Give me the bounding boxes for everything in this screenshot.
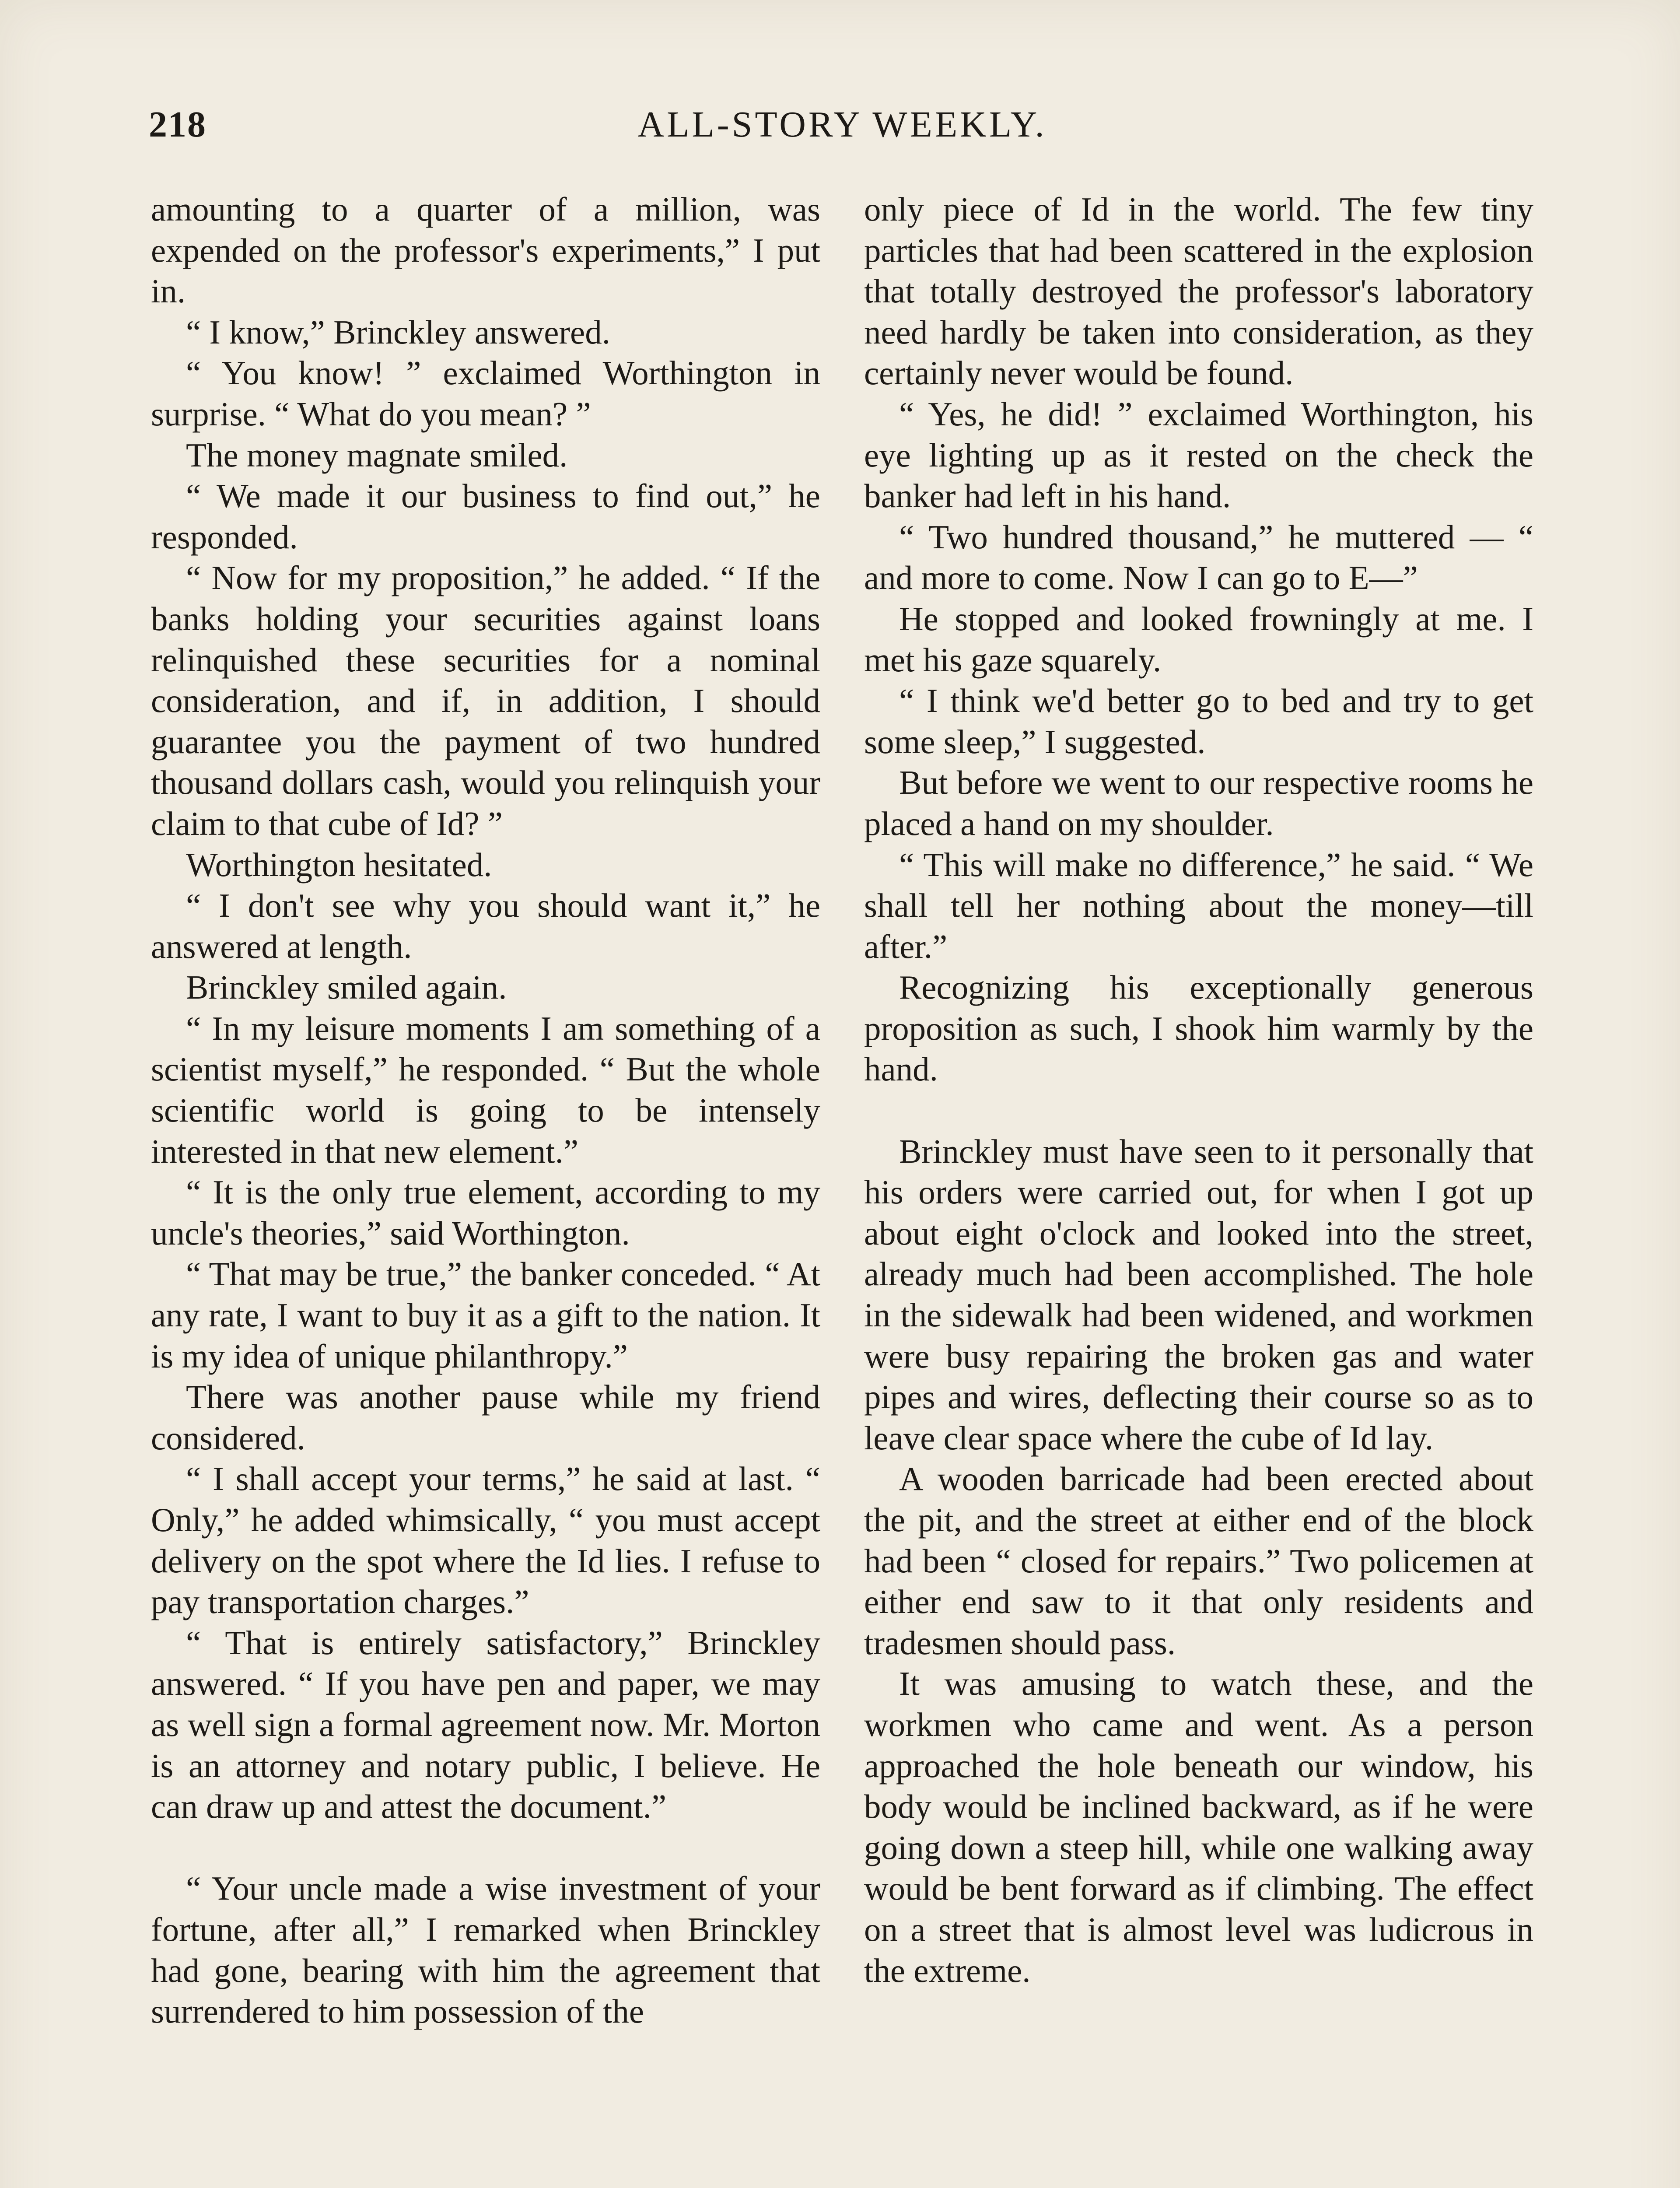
paragraph: “ Now for my proposition,” he added. “ If the banks holding your securities against loans relinquished these securities for a nominal consideration, and if, in addition, I should guarantee you the payment of two hundred thousand dollars cash, would you relinquish your claim to that cube of Id? ” [151,559,820,842]
paragraph: “ We made it our business to find out,” he responded. [151,477,820,556]
paragraph: only piece of Id in the world. The few tiny particles that had been scattered in the explosion that totally destroyed the professor's laboratory need hardly be taken into consideration, as they certainly never would be found. [864,190,1533,392]
paragraph: He stopped and looked frowningly at me. I met his gaze squarely. [864,600,1533,679]
left-text-column [151,189,820,2032]
paragraph: “ I don't see why you should want it,” he answered at length. [151,887,820,965]
paragraph: But before we went to our respective rooms he placed a hand on my shoulder. [864,764,1533,842]
paragraph: It was amusing to watch these, and the workmen who came and went. As a person approached the hole beneath our window, his body would be inclined backward, as if he were going down a steep hill, while one walking away would be bent forward as if climbing. The effect on a street that is almost level was ludicrous in the extreme. [864,1665,1533,1989]
paragraph: Brinckley must have seen to it personally that his orders were carried out, for when I got up about eight o'clock and looked into the street, already much had been accomplished. The hole in the sidewalk had been widened, and workmen were busy repairing the broken gas and water pipes and wires, deflecting their course so as to leave clear space where the cube of Id lay. [864,1132,1533,1457]
paragraph: “ I shall accept your terms,” he said at last. “ Only,” he added whimsically, “ you must accept delivery on the spot where the Id lies. I refuse to pay transportation charges.” [151,1460,820,1621]
paragraph: “ I think we'd better go to bed and try to get some sleep,” I suggested. [864,682,1533,761]
magazine-title: ALL-STORY WEEKLY. [637,104,1047,145]
paragraph: Recognizing his exceptionally generous proposition as such, I shook him warmly by the hand. [864,968,1533,1088]
paragraph: amounting to a quarter of a million, was expended on the professor's experiments,” I put in. [151,190,820,310]
paragraph: Worthington hesitated. [186,845,492,884]
paragraph: A wooden barricade had been erected about the pit, and the street at either end of the block had been “ closed for repairs.” Two policemen at either end saw to it that only residents and tradesmen should pass. [864,1460,1533,1662]
paragraph: “ Yes, he did! ” exclaimed Worthington, his eye lighting up as it rested on the check the banker had left in his hand. [864,395,1533,515]
paragraph: “ It is the only true element, according to my uncle's theories,” said Worthington. [151,1173,820,1252]
paragraph: “ That may be true,” the banker conceded. “ At any rate, I want to buy it as a gift to the nation. It is my idea of unique philanthropy.” [151,1255,820,1375]
running-head [149,103,1536,156]
paragraph: “ That is entirely satisfactory,” Brinckley answered. “ If you have pen and paper, we may as well sign a formal agreement now. Mr. Morton is an attorney and notary public, I believe. He can draw up and attest the document.” [151,1623,820,1826]
paragraph: “ I know,” Brinckley answered. [186,313,610,351]
paragraph: The money magnate smiled. [186,436,568,474]
paragraph: Brinckley smiled again. [186,968,507,1006]
paragraph: “ Your uncle made a wise investment of your fortune, after all,” I remarked when Brinckley had gone, bearing with him the agreement that surrendered to him possession of the [151,1869,820,2030]
paragraph: “ In my leisure moments I am something of a scientist myself,” he responded. “ But the whole scientific world is going to be intensely interested in that new element.” [151,1009,820,1170]
paragraph: “ You know! ” exclaimed Worthington in surprise. “ What do you mean? ” [151,354,820,433]
paragraph: “ This will make no difference,” he said. “ We shall tell her nothing about the money—till after.” [864,845,1533,965]
paragraph: There was another pause while my friend considered. [151,1378,820,1457]
page-number: 218 [149,104,206,145]
right-text-column [864,189,1533,1991]
paragraph: “ Two hundred thousand,” he muttered — “ and more to come. Now I can go to E—” [864,518,1533,597]
